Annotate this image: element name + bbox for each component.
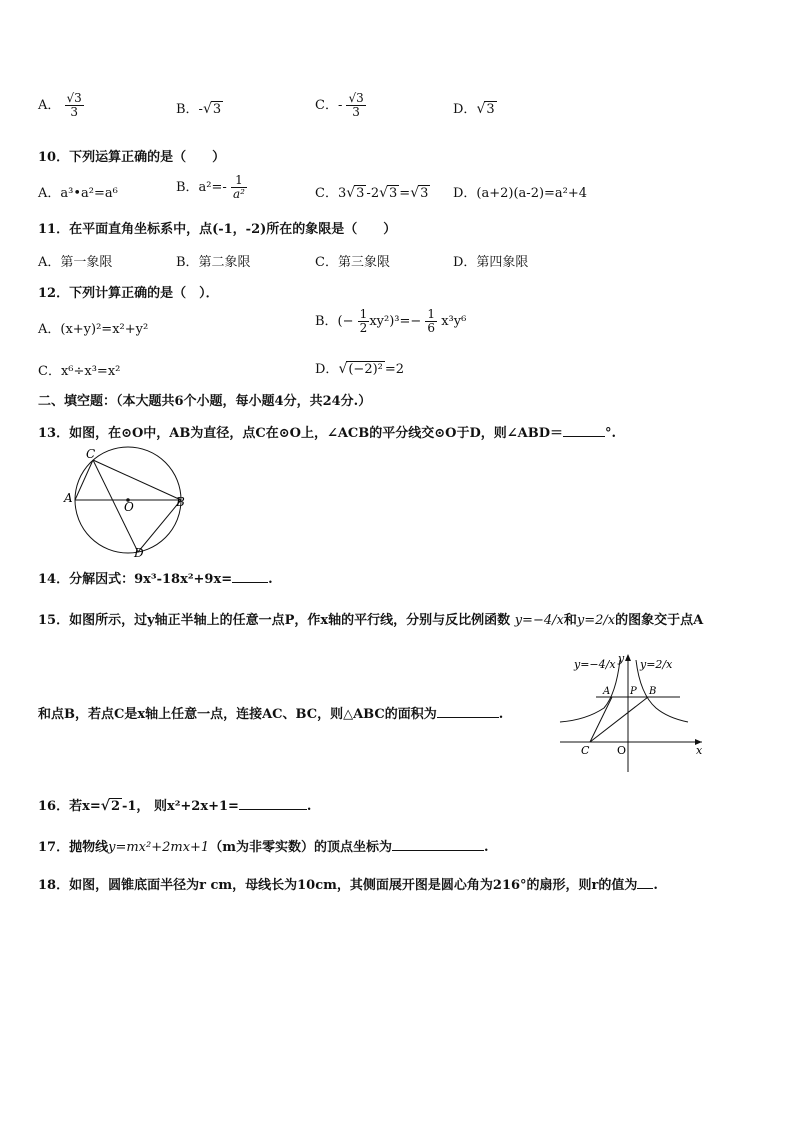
fraction bbox=[231, 174, 247, 201]
radicand: 3 bbox=[420, 186, 429, 201]
chord-cb bbox=[93, 460, 181, 500]
option-text: B．(− bbox=[315, 314, 354, 330]
root-sign: √ bbox=[338, 361, 348, 377]
q15-line2 bbox=[38, 703, 503, 722]
root-sign: √ bbox=[410, 185, 420, 201]
option-text: -2 bbox=[366, 186, 380, 201]
q9-option-a bbox=[38, 92, 84, 119]
q15-graph-figure bbox=[556, 650, 706, 774]
q12-option-b bbox=[315, 308, 466, 335]
question-text: 13．如图，在⊙O中，AB为直径，点C在⊙O上，∠ACB的平分线交⊙O于D，则∠ABD＝ bbox=[38, 426, 563, 441]
fraction bbox=[358, 308, 370, 335]
q14-text bbox=[38, 568, 273, 587]
label-y: y bbox=[618, 652, 625, 665]
end-punct: . bbox=[306, 799, 312, 814]
label-f2: y=2/x bbox=[640, 658, 673, 671]
radicand: 3 bbox=[356, 186, 365, 201]
end-punct: . bbox=[268, 572, 273, 587]
q10-stem: 10．下列运算正确的是（ ） bbox=[38, 150, 226, 165]
radicand: (−2)² bbox=[348, 362, 383, 377]
option-text: xy²)³=− bbox=[369, 314, 422, 330]
label-c: C bbox=[86, 447, 96, 461]
root-sign: √ bbox=[100, 798, 110, 814]
section-title: 二、填空题：（本大题共6个小题，每小题4分，共24分.） bbox=[38, 394, 372, 409]
chord-ca bbox=[75, 460, 93, 500]
fraction bbox=[346, 92, 365, 119]
option-label: C．- bbox=[315, 98, 343, 114]
root-sign: √ bbox=[476, 101, 486, 117]
question-text: （m为非零实数）的顶点坐标为 bbox=[209, 840, 392, 855]
q9-option-c bbox=[315, 92, 366, 119]
label-a: A bbox=[603, 686, 611, 697]
function-2: y=2/x bbox=[576, 613, 616, 628]
end-punct: . bbox=[653, 878, 658, 893]
unit-text: °. bbox=[605, 426, 617, 441]
q18-text bbox=[38, 874, 658, 893]
radicand: 2 bbox=[110, 799, 120, 814]
label-o: O bbox=[617, 744, 627, 757]
option-label: D． bbox=[453, 102, 477, 117]
q10-option-d: D．(a+2)(a-2)=a²+4 bbox=[453, 186, 588, 201]
q12-option-c: C．x⁶÷x³=x² bbox=[38, 364, 121, 379]
q13-text bbox=[38, 422, 616, 441]
y-arrow-icon bbox=[625, 654, 631, 661]
q11-stem: 11．在平面直角坐标系中，点(-1，-2)所在的象限是（ ） bbox=[38, 222, 397, 237]
option-text: B．a²=- bbox=[176, 180, 227, 196]
denominator: 6 bbox=[427, 321, 436, 336]
q10-option-a: A．a³•a²=a⁶ bbox=[38, 186, 118, 201]
question-text: 和 bbox=[563, 613, 577, 628]
label-c: C bbox=[581, 744, 590, 757]
label-o: O bbox=[124, 500, 134, 514]
q11-option-b: B．第二象限 bbox=[176, 255, 251, 270]
question-text: 16．若x= bbox=[38, 799, 101, 814]
numerator: √3 bbox=[348, 91, 364, 105]
q15-line1 bbox=[38, 609, 703, 628]
denominator: 2 bbox=[359, 321, 368, 336]
q16-text bbox=[38, 795, 311, 814]
question-text: 15．如图所示，过y轴正半轴上的任意一点P，作x轴的平行线，分别与反比例函数 bbox=[38, 613, 511, 628]
q13-circle-figure bbox=[60, 446, 200, 558]
radicand: 3 bbox=[389, 186, 398, 201]
root-sign: √ bbox=[346, 185, 356, 201]
answer-blank bbox=[232, 582, 268, 583]
label-x: x bbox=[696, 744, 703, 757]
label-p: P bbox=[630, 686, 637, 697]
q12-option-d bbox=[315, 358, 404, 377]
segment-ca bbox=[590, 697, 612, 742]
q11-option-d: D．第四象限 bbox=[453, 255, 529, 270]
q12-stem: 12．下列计算正确的是（ ）． bbox=[38, 286, 219, 301]
label-f1: y=−4/x bbox=[574, 658, 616, 671]
q11-option-a: A．第一象限 bbox=[38, 255, 113, 270]
numerator: 1 bbox=[231, 174, 247, 188]
option-label: A． bbox=[38, 98, 61, 114]
radicand: 3 bbox=[212, 102, 222, 117]
end-punct: . bbox=[498, 707, 504, 722]
q11-option-c: C．第三象限 bbox=[315, 255, 390, 270]
answer-blank bbox=[563, 436, 605, 437]
numerator: √3 bbox=[66, 91, 82, 105]
label-b: B bbox=[649, 686, 657, 697]
label-d: D bbox=[134, 546, 144, 558]
function-1: y=−4/x bbox=[514, 613, 564, 628]
answer-blank bbox=[637, 888, 653, 889]
fraction bbox=[65, 92, 84, 119]
q12-option-a: A．(x+y)²=x²+y² bbox=[38, 322, 149, 337]
end-punct: . bbox=[483, 840, 489, 855]
label-b: B bbox=[176, 495, 185, 509]
question-text: 的图象交于点A bbox=[615, 613, 704, 628]
option-text: = bbox=[399, 186, 411, 201]
q9-option-d bbox=[453, 98, 497, 117]
q9-option-b bbox=[176, 98, 223, 117]
question-text: 18．如图，圆锥底面半径为r cm，母线长为10cm，其侧面展开图是圆心角为216°的扇形，则r的值为 bbox=[38, 878, 638, 893]
denominator: 3 bbox=[70, 105, 78, 120]
question-text: -1， 则x²+2x+1= bbox=[121, 799, 239, 814]
fraction bbox=[425, 308, 437, 335]
numerator: 1 bbox=[359, 307, 368, 321]
label-a: A bbox=[64, 491, 73, 505]
option-label: B．- bbox=[176, 102, 203, 117]
question-text: 17．抛物线 bbox=[38, 840, 109, 855]
radicand: 3 bbox=[486, 102, 495, 117]
parabola-expression: y=mx²+2mx+1 bbox=[108, 840, 210, 855]
segment-cb bbox=[590, 697, 648, 742]
answer-blank bbox=[437, 717, 499, 718]
root-sign: √ bbox=[202, 101, 212, 117]
option-text: D． bbox=[315, 362, 339, 377]
option-text: x³y⁶ bbox=[441, 314, 467, 330]
root-sign: √ bbox=[379, 185, 389, 201]
option-text: C．3 bbox=[315, 186, 347, 201]
numerator: 1 bbox=[427, 307, 436, 321]
denominator: 3 bbox=[352, 105, 360, 120]
answer-blank bbox=[392, 850, 484, 851]
question-text: 14．分解因式：9x³-18x²+9x= bbox=[38, 572, 233, 587]
question-text: 和点B，若点C是x轴上任意一点，连接AC、BC，则△ABC的面积为 bbox=[38, 707, 437, 722]
answer-blank bbox=[239, 809, 307, 810]
option-text: =2 bbox=[384, 362, 405, 377]
denominator: a² bbox=[232, 187, 245, 202]
q17-text bbox=[38, 836, 488, 855]
q10-option-c bbox=[315, 182, 430, 201]
q10-option-b bbox=[176, 174, 247, 201]
